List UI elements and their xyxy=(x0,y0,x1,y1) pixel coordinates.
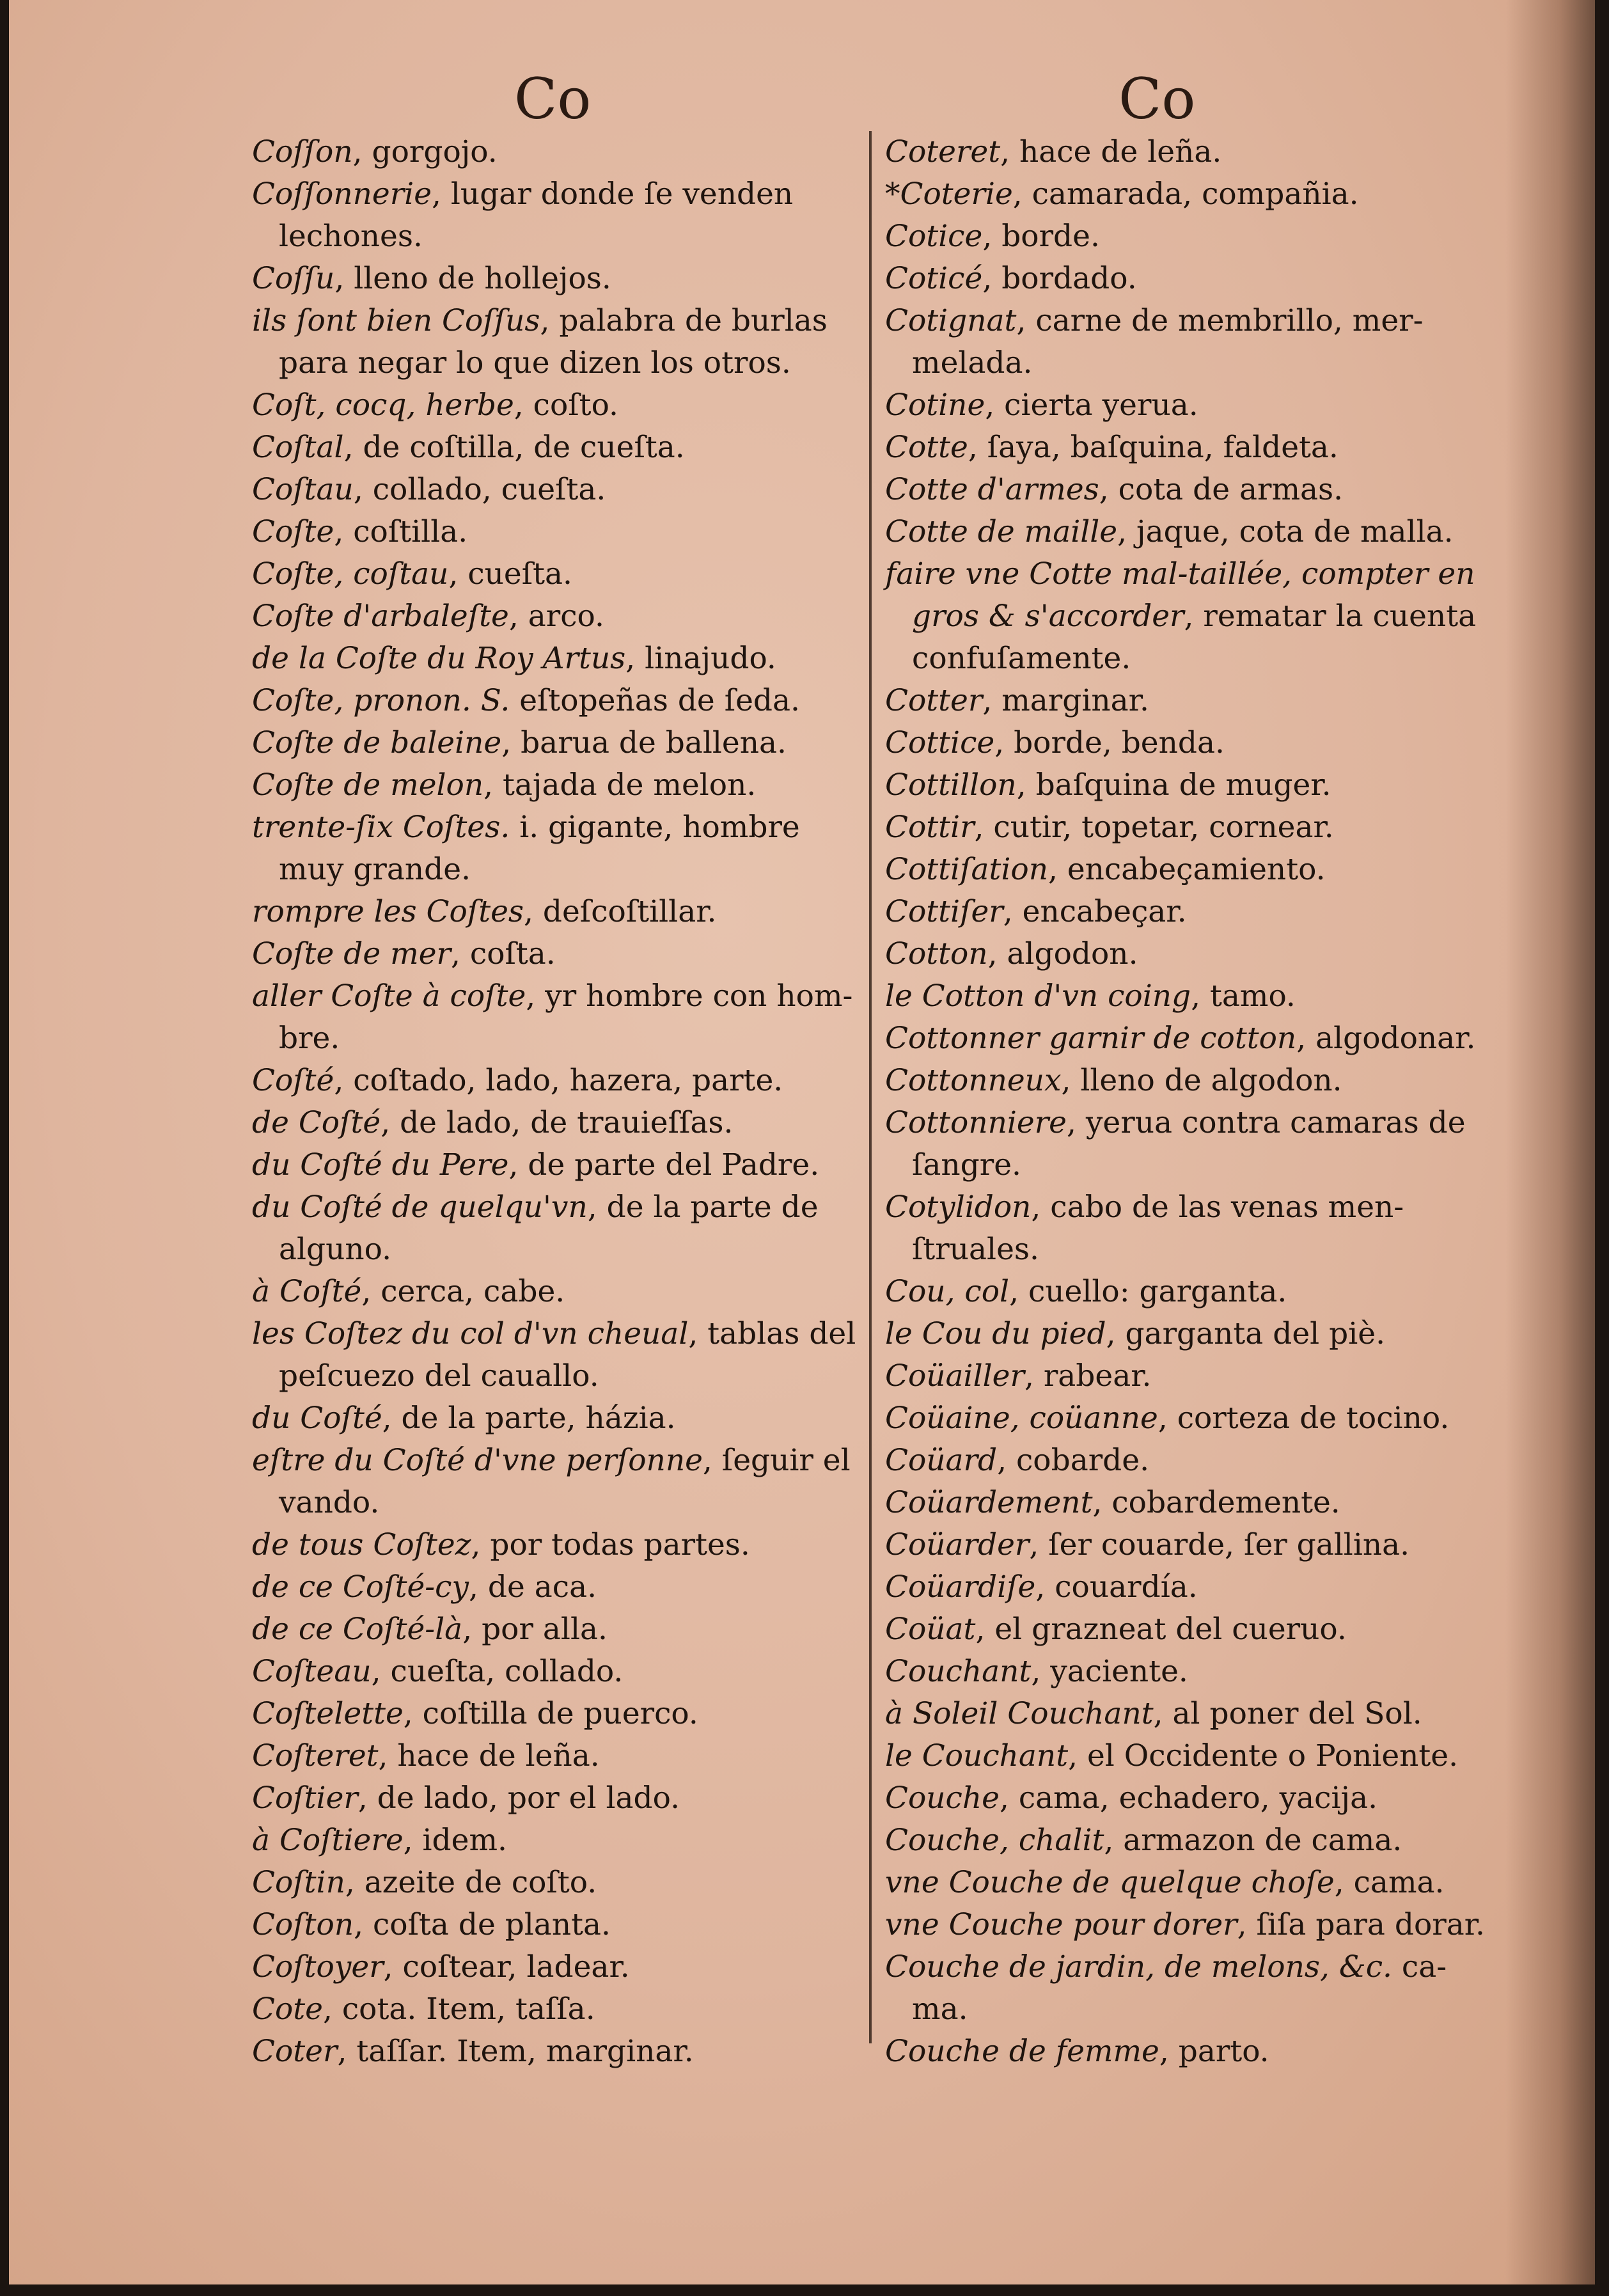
entry-definition: , encabeçar. xyxy=(1003,894,1187,929)
dictionary-entry xyxy=(252,680,866,722)
dictionary-entry xyxy=(252,806,866,849)
dictionary-entry xyxy=(885,638,1499,680)
entry-definition: , cueſta. xyxy=(448,556,572,592)
entry-headword: de ce Coſté-cy xyxy=(252,1569,469,1605)
entry-definition: , cota. Item, taſſa. xyxy=(322,1992,595,2027)
entry-headword: Coüard xyxy=(885,1443,998,1478)
entry-definition: ſtruales. xyxy=(912,1232,1039,1267)
entry-definition: , marginar. xyxy=(982,683,1149,718)
entry-headword: Cottillon xyxy=(885,767,1017,803)
entry-definition: , cabo de las venas men- xyxy=(1031,1190,1404,1225)
dictionary-entry xyxy=(252,1060,866,1102)
entry-headword: Coſte, pronon. S. xyxy=(252,683,510,718)
entry-definition: , carne de membrillo, mer- xyxy=(1016,303,1424,338)
entry-headword: Coſté xyxy=(252,1063,334,1098)
dictionary-entry xyxy=(885,849,1499,891)
entry-definition: , lugar donde ſe venden xyxy=(432,177,794,212)
dictionary-entry xyxy=(252,595,866,638)
dictionary-entry xyxy=(252,891,866,933)
entry-definition: , coſtilla. xyxy=(334,514,468,549)
entry-headword: eſtre du Coſté d'vne perſonne xyxy=(252,1443,703,1478)
entry-definition: ca- xyxy=(1392,1949,1447,1985)
dictionary-entry xyxy=(252,764,866,806)
entry-headword: Cottonniere xyxy=(885,1105,1067,1140)
dictionary-entry xyxy=(252,1904,866,1946)
dictionary-entry xyxy=(885,300,1499,342)
dictionary-entry xyxy=(252,1018,866,1060)
dictionary-entry xyxy=(252,511,866,553)
entry-headword: aller Coſte à coſte xyxy=(252,979,526,1014)
dictionary-entry xyxy=(252,933,866,975)
dictionary-entry xyxy=(885,1102,1499,1144)
dictionary-entry xyxy=(885,975,1499,1018)
dictionary-entry xyxy=(885,1229,1499,1271)
dictionary-entry xyxy=(252,469,866,511)
entry-headword: Coſtelette xyxy=(252,1696,404,1731)
dictionary-entry xyxy=(252,1144,866,1186)
entry-definition: , cobarde. xyxy=(997,1443,1150,1478)
entry-headword: Cottonner garnir de cotton xyxy=(885,1021,1297,1056)
dictionary-entry xyxy=(252,216,866,258)
entry-headword: le Cou du pied xyxy=(885,1316,1106,1351)
dictionary-entry xyxy=(885,1397,1499,1440)
dictionary-entry xyxy=(252,1651,866,1693)
entry-definition: , coſta. xyxy=(451,936,556,971)
entry-headword: Cottiſer xyxy=(885,894,1003,929)
dictionary-entry xyxy=(885,131,1499,173)
entry-headword: Coſte de melon xyxy=(252,767,484,803)
entry-headword: Coſte de mer xyxy=(252,936,451,971)
entry-definition: , cama. xyxy=(1334,1865,1445,1900)
entry-definition: i. gigante, hombre xyxy=(510,810,800,845)
entry-headword: le Cotton d'vn coing xyxy=(885,979,1191,1014)
entry-headword: Cotter xyxy=(885,683,983,718)
entry-definition: , lleno de algodon. xyxy=(1061,1063,1342,1098)
entry-headword: à Soleil Couchant xyxy=(885,1696,1154,1731)
entry-definition: , armazon de cama. xyxy=(1104,1823,1402,1858)
entry-headword: Cotine xyxy=(885,388,985,423)
entry-headword: Cottiſation xyxy=(885,852,1048,887)
dictionary-entry xyxy=(885,806,1499,849)
dictionary-entry xyxy=(885,1862,1499,1904)
dictionary-entry xyxy=(885,1820,1499,1862)
entry-definition: , rabear. xyxy=(1024,1358,1152,1394)
entry-headword: les Coſtez du col d'vn cheual xyxy=(252,1316,689,1351)
dictionary-entry xyxy=(885,1651,1499,1693)
entry-headword: Cotignat xyxy=(885,303,1017,338)
dictionary-entry xyxy=(885,1144,1499,1186)
entry-definition: , cutir, topetar, cornear. xyxy=(974,810,1334,845)
entry-definition: , cota de armas. xyxy=(1099,472,1344,507)
entry-headword: Coſteret xyxy=(252,1738,379,1773)
entry-headword: Coüat xyxy=(885,1612,976,1647)
entry-definition: , de aca. xyxy=(469,1569,597,1605)
entry-definition: , borde. xyxy=(982,219,1100,254)
entry-definition: eſtopeñas de ſeda. xyxy=(510,683,800,718)
dictionary-entry xyxy=(252,1988,866,2031)
entry-headword: Coſte, coſtau xyxy=(252,556,449,592)
dictionary-entry xyxy=(885,764,1499,806)
entry-headword: Couche, chalit xyxy=(885,1823,1104,1858)
dictionary-entry xyxy=(252,1229,866,1271)
dictionary-entry xyxy=(885,1693,1499,1735)
dictionary-entry xyxy=(252,1524,866,1566)
entry-definition: , baſquina de muger. xyxy=(1016,767,1331,803)
entry-definition: , ſer couarde, ſer gallina. xyxy=(1029,1527,1410,1562)
entry-headword: Cotte xyxy=(885,430,968,465)
dictionary-entry xyxy=(252,1397,866,1440)
entry-definition: , cuello: garganta. xyxy=(1009,1274,1287,1309)
entry-headword: rompre les Coſtes xyxy=(252,894,524,929)
entry-headword: Coticé xyxy=(885,261,983,296)
entry-headword: de tous Coſtez xyxy=(252,1527,471,1562)
dictionary-entry xyxy=(252,1102,866,1144)
entry-definition: , corteza de tocino. xyxy=(1158,1401,1450,1436)
entry-definition: , tajada de melon. xyxy=(483,767,757,803)
entry-definition: , palabra de burlas xyxy=(540,303,828,338)
column-divider xyxy=(869,131,872,2043)
dictionary-entry xyxy=(885,2031,1499,2073)
dictionary-entry xyxy=(252,1313,866,1355)
dictionary-entry xyxy=(252,1735,866,1777)
entry-definition: , tamo. xyxy=(1191,979,1296,1014)
dictionary-entry xyxy=(252,1946,866,1988)
entry-headword: Coüardiſe xyxy=(885,1569,1036,1605)
entry-definition: muy grande. xyxy=(279,852,471,887)
entry-definition: bre. xyxy=(279,1021,340,1056)
entry-definition: , hace de leña. xyxy=(378,1738,600,1773)
entry-definition: ma. xyxy=(912,1992,968,2027)
entry-definition: , rematar la cuenta xyxy=(1184,599,1477,634)
entry-definition: , borde, benda. xyxy=(994,725,1225,760)
dictionary-entry xyxy=(252,1820,866,1862)
dictionary-entry xyxy=(252,638,866,680)
entry-definition: , parto. xyxy=(1159,2034,1269,2069)
entry-definition: , couardía. xyxy=(1035,1569,1198,1605)
entry-headword: Coſte d'arbaleſte xyxy=(252,599,509,634)
entry-headword: faire vne Cotte mal-taillée, compter en xyxy=(885,556,1475,592)
dictionary-entry xyxy=(252,849,866,891)
dictionary-entry xyxy=(885,1904,1499,1946)
entry-headword: Coſt, cocq, herbe xyxy=(252,388,514,423)
entry-headword: Coſteau xyxy=(252,1654,372,1689)
entry-definition: , algodonar. xyxy=(1296,1021,1476,1056)
dictionary-entry xyxy=(252,300,866,342)
right-column xyxy=(885,131,1499,2073)
dictionary-entry xyxy=(885,1271,1499,1313)
dictionary-entry xyxy=(885,1735,1499,1777)
dictionary-entry xyxy=(885,891,1499,933)
entry-definition: , al poner del Sol. xyxy=(1153,1696,1422,1731)
dictionary-entry xyxy=(252,427,866,469)
entry-definition: , garganta del piè. xyxy=(1106,1316,1386,1351)
dictionary-entry xyxy=(885,469,1499,511)
entry-definition: , algodon. xyxy=(987,936,1138,971)
page-header xyxy=(9,64,1595,134)
dictionary-entry xyxy=(885,553,1499,595)
entry-headword: trente-ſix Coſtes. xyxy=(252,810,510,845)
entry-definition: , por alla. xyxy=(462,1612,608,1647)
dictionary-entry xyxy=(885,1566,1499,1608)
entry-headword: Cottonneux xyxy=(885,1063,1062,1098)
entry-definition: , deſcoſtillar. xyxy=(524,894,717,929)
entry-definition: , por todas partes. xyxy=(471,1527,750,1562)
entry-headword: du Coſté de quelqu'vn xyxy=(252,1190,588,1225)
entry-headword: ils ſont bien Coſſus xyxy=(252,303,540,338)
entry-definition: , gorgojo. xyxy=(352,134,498,169)
entry-headword: vne Couche de quelque choſe xyxy=(885,1865,1335,1900)
entry-definition: , lleno de hollejos. xyxy=(334,261,611,296)
entry-headword: Cotton xyxy=(885,936,988,971)
entry-definition: , barua de ballena. xyxy=(501,725,787,760)
running-head-left: Co xyxy=(514,66,592,132)
entry-definition: , cerca, cabe. xyxy=(361,1274,565,1309)
entry-definition: , de coſtilla, de cueſta. xyxy=(343,430,685,465)
dictionary-entry xyxy=(252,1271,866,1313)
dictionary-page xyxy=(9,0,1595,2284)
entry-definition: , el Occidente o Poniente. xyxy=(1068,1738,1459,1773)
entry-headword: *Coterie xyxy=(885,177,1013,212)
entry-definition: , cierta yerua. xyxy=(985,388,1198,423)
dictionary-entry xyxy=(885,1482,1499,1524)
entry-headword: à Coſté xyxy=(252,1274,362,1309)
dictionary-entry xyxy=(885,1777,1499,1820)
dictionary-entry xyxy=(252,722,866,764)
entry-headword: Coſſonnerie xyxy=(252,177,432,212)
entry-headword: du Coſté xyxy=(252,1401,382,1436)
entry-headword: Coſte xyxy=(252,514,334,549)
entry-headword: Coſte de baleine xyxy=(252,725,502,760)
entry-definition: , yerua contra camaras de xyxy=(1067,1105,1466,1140)
dictionary-entry xyxy=(885,1186,1499,1229)
entry-definition: , camarada, compañia. xyxy=(1012,177,1359,212)
entry-definition: , collado, cueſta. xyxy=(353,472,606,507)
entry-definition: , cueſta, collado. xyxy=(371,1654,624,1689)
entry-headword: Coſſon xyxy=(252,134,353,169)
entry-headword: Couche de jardin, de melons, &c. xyxy=(885,1949,1392,1985)
entry-definition: , idem. xyxy=(403,1823,507,1858)
dictionary-entry xyxy=(885,1440,1499,1482)
entry-definition: , tablas del xyxy=(688,1316,856,1351)
dictionary-entry xyxy=(885,258,1499,300)
entry-headword: Coüailler xyxy=(885,1358,1024,1394)
dictionary-entry xyxy=(885,216,1499,258)
entry-definition: ſangre. xyxy=(912,1147,1021,1183)
entry-definition: , de lado, por el lado. xyxy=(357,1781,680,1816)
entry-headword: gros & s'accorder xyxy=(912,599,1184,634)
dictionary-entry xyxy=(885,1946,1499,1988)
entry-definition: , coſta de planta. xyxy=(354,1907,611,1942)
dictionary-entry xyxy=(885,511,1499,553)
entry-headword: Coüardement xyxy=(885,1485,1093,1520)
dictionary-entry xyxy=(252,1186,866,1229)
dictionary-entry xyxy=(885,1524,1499,1566)
entry-definition: , de lado, de trauieſſas. xyxy=(381,1105,734,1140)
entry-definition: , hace de leña. xyxy=(1000,134,1222,169)
dictionary-entry xyxy=(885,1608,1499,1651)
entry-definition: , yr hombre con hom- xyxy=(526,979,853,1014)
dictionary-entry xyxy=(252,1482,866,1524)
entry-headword: Couchant xyxy=(885,1654,1032,1689)
entry-headword: Cotte d'armes xyxy=(885,472,1099,507)
dictionary-entry xyxy=(252,975,866,1018)
entry-headword: Coſtier xyxy=(252,1781,358,1816)
entry-headword: Coſſu xyxy=(252,261,335,296)
dictionary-entry xyxy=(252,258,866,300)
entry-definition: , ſiſa para dorar. xyxy=(1237,1907,1485,1942)
entry-definition: , arco. xyxy=(508,599,604,634)
entry-definition: confuſamente. xyxy=(912,641,1131,676)
dictionary-entry xyxy=(885,933,1499,975)
dictionary-entry xyxy=(885,427,1499,469)
dictionary-entry xyxy=(252,2031,866,2073)
entry-headword: Coter xyxy=(252,2034,338,2069)
entry-definition: melada. xyxy=(912,345,1033,381)
entry-definition: , azeite de coſto. xyxy=(345,1865,597,1900)
dictionary-entry xyxy=(885,1060,1499,1102)
entry-headword: Cotte de maille xyxy=(885,514,1118,549)
entry-definition: , cama, echadero, yacija. xyxy=(999,1781,1378,1816)
entry-headword: Cottice xyxy=(885,725,995,760)
entry-definition: , bordado. xyxy=(982,261,1137,296)
entry-headword: le Couchant xyxy=(885,1738,1069,1773)
entry-definition: , encabeçamiento. xyxy=(1048,852,1326,887)
entry-definition: , jaque, cota de malla. xyxy=(1117,514,1454,549)
entry-definition: , el grazneat del cueruo. xyxy=(975,1612,1347,1647)
entry-headword: Cottir xyxy=(885,810,975,845)
entry-headword: Cote xyxy=(252,1992,323,2027)
dictionary-entry xyxy=(885,342,1499,384)
dictionary-entry xyxy=(252,1777,866,1820)
entry-headword: Coſtin xyxy=(252,1865,345,1900)
dictionary-entry xyxy=(885,1018,1499,1060)
dictionary-entry xyxy=(252,553,866,595)
entry-definition: , coſtado, lado, hazera, parte. xyxy=(334,1063,783,1098)
dictionary-entry xyxy=(885,1313,1499,1355)
dictionary-entry xyxy=(885,595,1499,638)
entry-definition: , linajudo. xyxy=(625,641,776,676)
dictionary-entry xyxy=(252,1608,866,1651)
dictionary-entry xyxy=(885,1355,1499,1397)
entry-headword: de ce Coſté-là xyxy=(252,1612,463,1647)
dictionary-entry xyxy=(252,384,866,427)
entry-definition: , ſaya, baſquina, faldeta. xyxy=(968,430,1338,465)
entry-headword: Cotice xyxy=(885,219,983,254)
running-head-right: Co xyxy=(1118,66,1196,132)
dictionary-entry xyxy=(252,342,866,384)
entry-headword: Cotylidon xyxy=(885,1190,1032,1225)
dictionary-entry xyxy=(252,1862,866,1904)
entry-headword: Couche xyxy=(885,1781,1000,1816)
entry-headword: Coteret xyxy=(885,134,1001,169)
dictionary-entry xyxy=(885,173,1499,216)
left-column xyxy=(252,131,866,2073)
dictionary-entry xyxy=(885,384,1499,427)
entry-definition: vando. xyxy=(279,1485,380,1520)
entry-headword: Cou, col xyxy=(885,1274,1010,1309)
entry-headword: Couche de femme xyxy=(885,2034,1159,2069)
dictionary-entry xyxy=(252,1355,866,1397)
entry-headword: Coſton xyxy=(252,1907,354,1942)
dictionary-entry xyxy=(885,1988,1499,2031)
entry-definition: alguno. xyxy=(279,1232,392,1267)
entry-headword: à Coſtiere xyxy=(252,1823,404,1858)
entry-headword: Coüarder xyxy=(885,1527,1030,1562)
entry-definition: para negar lo que dizen los otros. xyxy=(279,345,791,381)
entry-definition: , coſto. xyxy=(514,388,618,423)
entry-definition: lechones. xyxy=(279,219,423,254)
page-gutter-shadow xyxy=(1505,0,1595,2284)
entry-headword: de Coſté xyxy=(252,1105,381,1140)
entry-definition: , de la parte, házia. xyxy=(382,1401,676,1436)
entry-headword: Coüaine, coüanne xyxy=(885,1401,1158,1436)
dictionary-entry xyxy=(252,173,866,216)
entry-headword: Coſtoyer xyxy=(252,1949,384,1985)
entry-headword: du Coſté du Pere xyxy=(252,1147,509,1183)
entry-headword: Coſtal xyxy=(252,430,344,465)
dictionary-entry xyxy=(252,1440,866,1482)
entry-definition: peſcuezo del cauallo. xyxy=(279,1358,599,1394)
entry-headword: de la Coſte du Roy Artus xyxy=(252,641,626,676)
entry-definition: , de parte del Padre. xyxy=(508,1147,820,1183)
entry-definition: , cobardemente. xyxy=(1092,1485,1340,1520)
entry-definition: , yaciente. xyxy=(1031,1654,1188,1689)
entry-definition: , de la parte de xyxy=(587,1190,819,1225)
entry-definition: , taſſar. Item, marginar. xyxy=(337,2034,694,2069)
dictionary-entry xyxy=(252,131,866,173)
dictionary-entry xyxy=(885,680,1499,722)
entry-definition: , ſeguir el xyxy=(702,1443,851,1478)
dictionary-entry xyxy=(252,1566,866,1608)
entry-definition: , coſtear, ladear. xyxy=(383,1949,630,1985)
dictionary-entry xyxy=(885,722,1499,764)
dictionary-entry xyxy=(252,1693,866,1735)
entry-headword: vne Couche pour dorer xyxy=(885,1907,1237,1942)
entry-definition: , coſtilla de puerco. xyxy=(403,1696,698,1731)
entry-headword: Coſtau xyxy=(252,472,354,507)
